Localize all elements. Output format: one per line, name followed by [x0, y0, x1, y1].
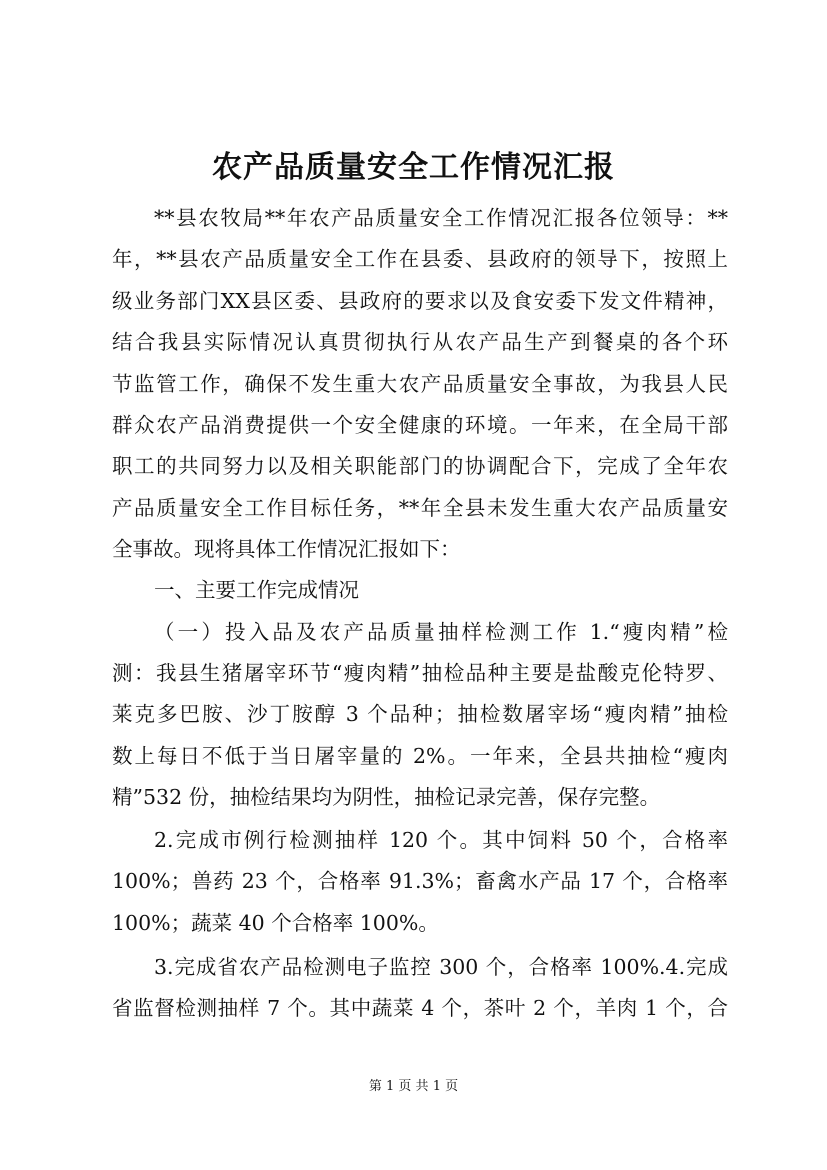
paragraph-line: 2.完成市例行检测抽样 120 个。其中饲料 50 个，合格率 — [154, 828, 728, 852]
paragraph-line: 100%；兽药 23 个，合格率 91.3%；畜禽水产品 17 个，合格率 — [112, 869, 728, 893]
paragraph-line: 数上每日不低于当日屠宰量的 2%。一年来，全县共抽检“瘦肉 — [112, 744, 728, 768]
paragraph-line: 全事故。现将具体工作情况汇报如下： — [112, 537, 461, 561]
document-title: 农产品质量安全工作情况汇报 — [212, 150, 615, 185]
paragraph-line: 结合我县实际情况认真贯彻执行从农产品生产到餐桌的各个环 — [112, 330, 728, 354]
paragraph-line: 职工的共同努力以及相关职能部门的协调配合下，完成了全年农 — [112, 454, 728, 478]
paragraph-line: **县农牧局**年农产品质量安全工作情况汇报各位领导：** — [154, 206, 728, 230]
paragraph-line: 莱克多巴胺、沙丁胺醇 3 个品种；抽检数屠宰场“瘦肉精”抽检 — [112, 702, 728, 726]
paragraph-line: 年，**县农产品质量安全工作在县委、县政府的领导下，按照上 — [112, 247, 728, 271]
paragraph-line: 精”532 份，抽检结果均为阴性，抽检记录完善，保存完整。 — [112, 785, 661, 809]
paragraph-line: 测：我县生猪屠宰环节“瘦肉精”抽检品种主要是盐酸克伦特罗、 — [112, 661, 728, 685]
paragraph-line: 100%；蔬菜 40 个合格率 100%。 — [112, 911, 439, 935]
paragraph-line: 群众农产品消费提供一个安全健康的环境。一年来，在全局干部 — [112, 413, 728, 437]
paragraph-line: 节监管工作，确保不发生重大农产品质量安全事故，为我县人民 — [112, 372, 728, 396]
paragraph-line: （一）投入品及农产品质量抽样检测工作 1.“瘦肉精”检 — [154, 620, 728, 644]
page-footer: 第 1 页 共 1 页 — [368, 1079, 459, 1094]
paragraph-line: 3.完成省农产品检测电子监控 300 个，合格率 100%.4.完成 — [154, 955, 728, 979]
paragraph-line: 产品质量安全工作目标任务，**年全县未发生重大农产品质量安 — [112, 496, 728, 520]
paragraph-line: 级业务部门XX县区委、县政府的要求以及食安委下发文件精神， — [112, 289, 728, 313]
paragraph-line: 省监督检测抽样 7 个。其中蔬菜 4 个，茶叶 2 个，羊肉 1 个，合 — [112, 996, 728, 1020]
section-heading: 一、主要工作完成情况 — [154, 578, 359, 602]
